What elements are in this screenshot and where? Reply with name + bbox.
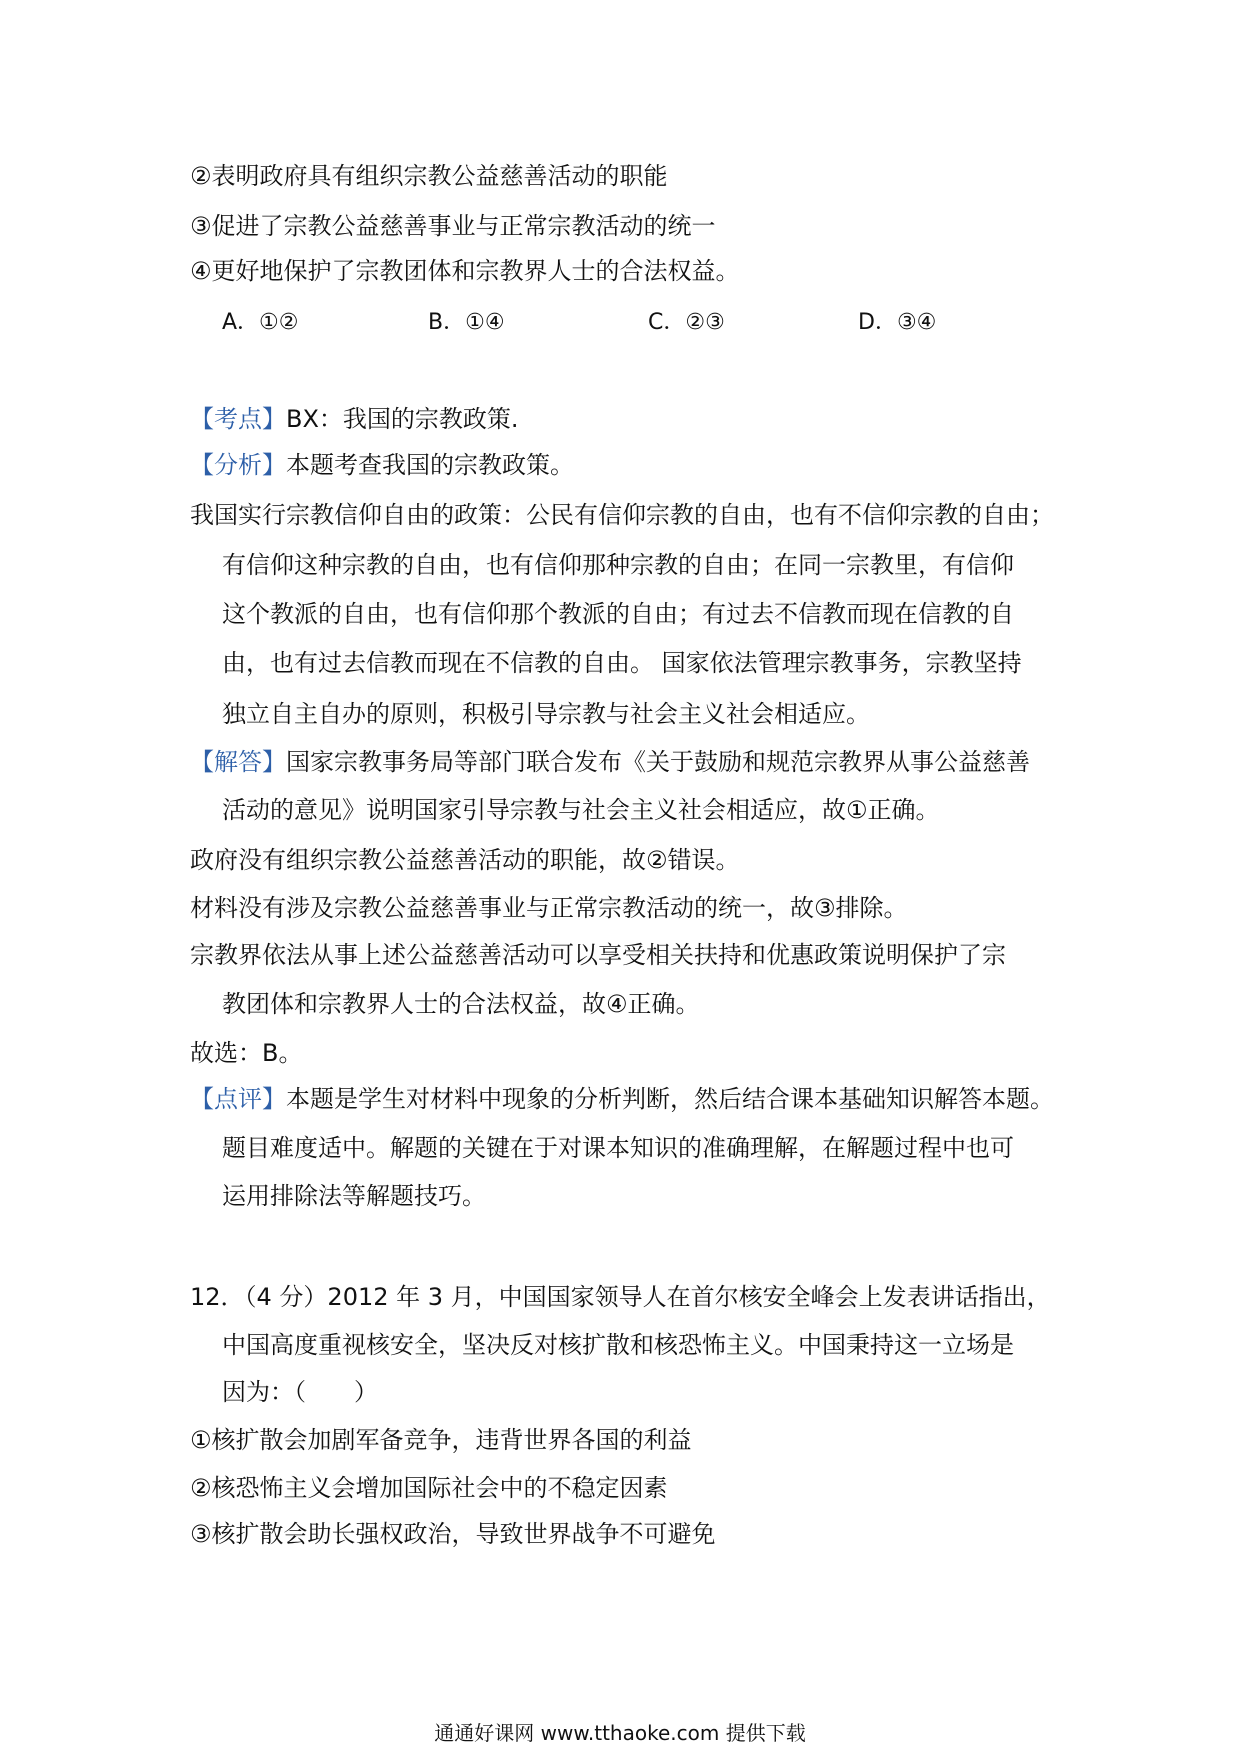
answer-line: 材料没有涉及宗教公益慈善事业与正常宗教活动的统一，故③排除。 (190, 894, 908, 922)
jieda-text: 国家宗教事务局等部门联合发布《关于鼓励和规范宗教界从事公益慈善 (286, 748, 1030, 776)
kaodian-text: BX：我国的宗教政策. (286, 405, 519, 433)
fenxi-line (190, 448, 574, 482)
answer-line: 政府没有组织宗教公益慈善活动的职能，故②错误。 (190, 846, 740, 874)
dianping-line (190, 1082, 1054, 1116)
question-statement: ③促进了宗教公益慈善事业与正常宗教活动的统一 (190, 212, 716, 240)
analysis-line: 由，也有过去信教而现在不信教的自由。 国家依法管理宗教事务，宗教坚持 (222, 649, 1022, 677)
analysis-line: 有信仰这种宗教的自由，也有信仰那种宗教的自由；在同一宗教里，有信仰 (222, 551, 1014, 579)
question-stem: 12．（4 分）2012 年 3 月，中国国家领导人在首尔核安全峰会上发表讲话指出， (190, 1283, 1051, 1311)
jieda-tag: 【解答】 (190, 748, 286, 776)
option-a: A．①② (222, 310, 299, 335)
question-stem: 中国高度重视核安全，坚决反对核扩散和核恐怖主义。中国秉持这一立场是 (222, 1331, 1014, 1359)
question-statement: ②核恐怖主义会增加国际社会中的不稳定因素 (190, 1474, 668, 1502)
comment-line: 题目难度适中。解题的关键在于对课本知识的准确理解，在解题过程中也可 (222, 1134, 1014, 1162)
option-b: B．①④ (428, 310, 505, 335)
option-d: D．③④ (858, 310, 937, 335)
analysis-line: 这个教派的自由，也有信仰那个教派的自由；有过去不信教而现在信教的自 (222, 600, 1014, 628)
kaodian-tag: 【考点】 (190, 405, 286, 433)
dianping-tag: 【点评】 (190, 1085, 286, 1113)
dianping-text: 本题是学生对材料中现象的分析判断，然后结合课本基础知识解答本题。 (286, 1085, 1054, 1113)
question-statement: ③核扩散会助长强权政治，导致世界战争不可避免 (190, 1520, 716, 1548)
question-stem: 因为：（ ） (222, 1378, 378, 1406)
answer-line: 宗教界依法从事上述公益慈善活动可以享受相关扶持和优惠政策说明保护了宗 (190, 941, 1006, 969)
option-c: C．②③ (648, 310, 725, 335)
fenxi-text: 本题考查我国的宗教政策。 (286, 451, 574, 479)
analysis-line: 独立自主自办的原则，积极引导宗教与社会主义社会相适应。 (222, 700, 870, 728)
question-statement: ④更好地保护了宗教团体和宗教界人士的合法权益。 (190, 257, 740, 285)
question-statement: ①核扩散会加剧军备竞争，违背世界各国的利益 (190, 1426, 692, 1454)
comment-line: 运用排除法等解题技巧。 (222, 1182, 486, 1210)
kaodian-line (190, 402, 519, 436)
question-statement: ②表明政府具有组织宗教公益慈善活动的职能 (190, 162, 668, 190)
answer-options (222, 306, 982, 340)
page-footer: 通通好课网 www.tthaoke.com 提供下载 (434, 1721, 806, 1745)
answer-line: 教团体和宗教界人士的合法权益，故④正确。 (222, 990, 700, 1018)
fenxi-tag: 【分析】 (190, 451, 286, 479)
answer-choice: 故选：B。 (190, 1039, 303, 1067)
jieda-line (190, 745, 1030, 779)
analysis-line: 我国实行宗教信仰自由的政策：公民有信仰宗教的自由，也有不信仰宗教的自由； (190, 501, 1054, 529)
answer-line: 活动的意见》说明国家引导宗教与社会主义社会相适应，故①正确。 (222, 796, 940, 824)
